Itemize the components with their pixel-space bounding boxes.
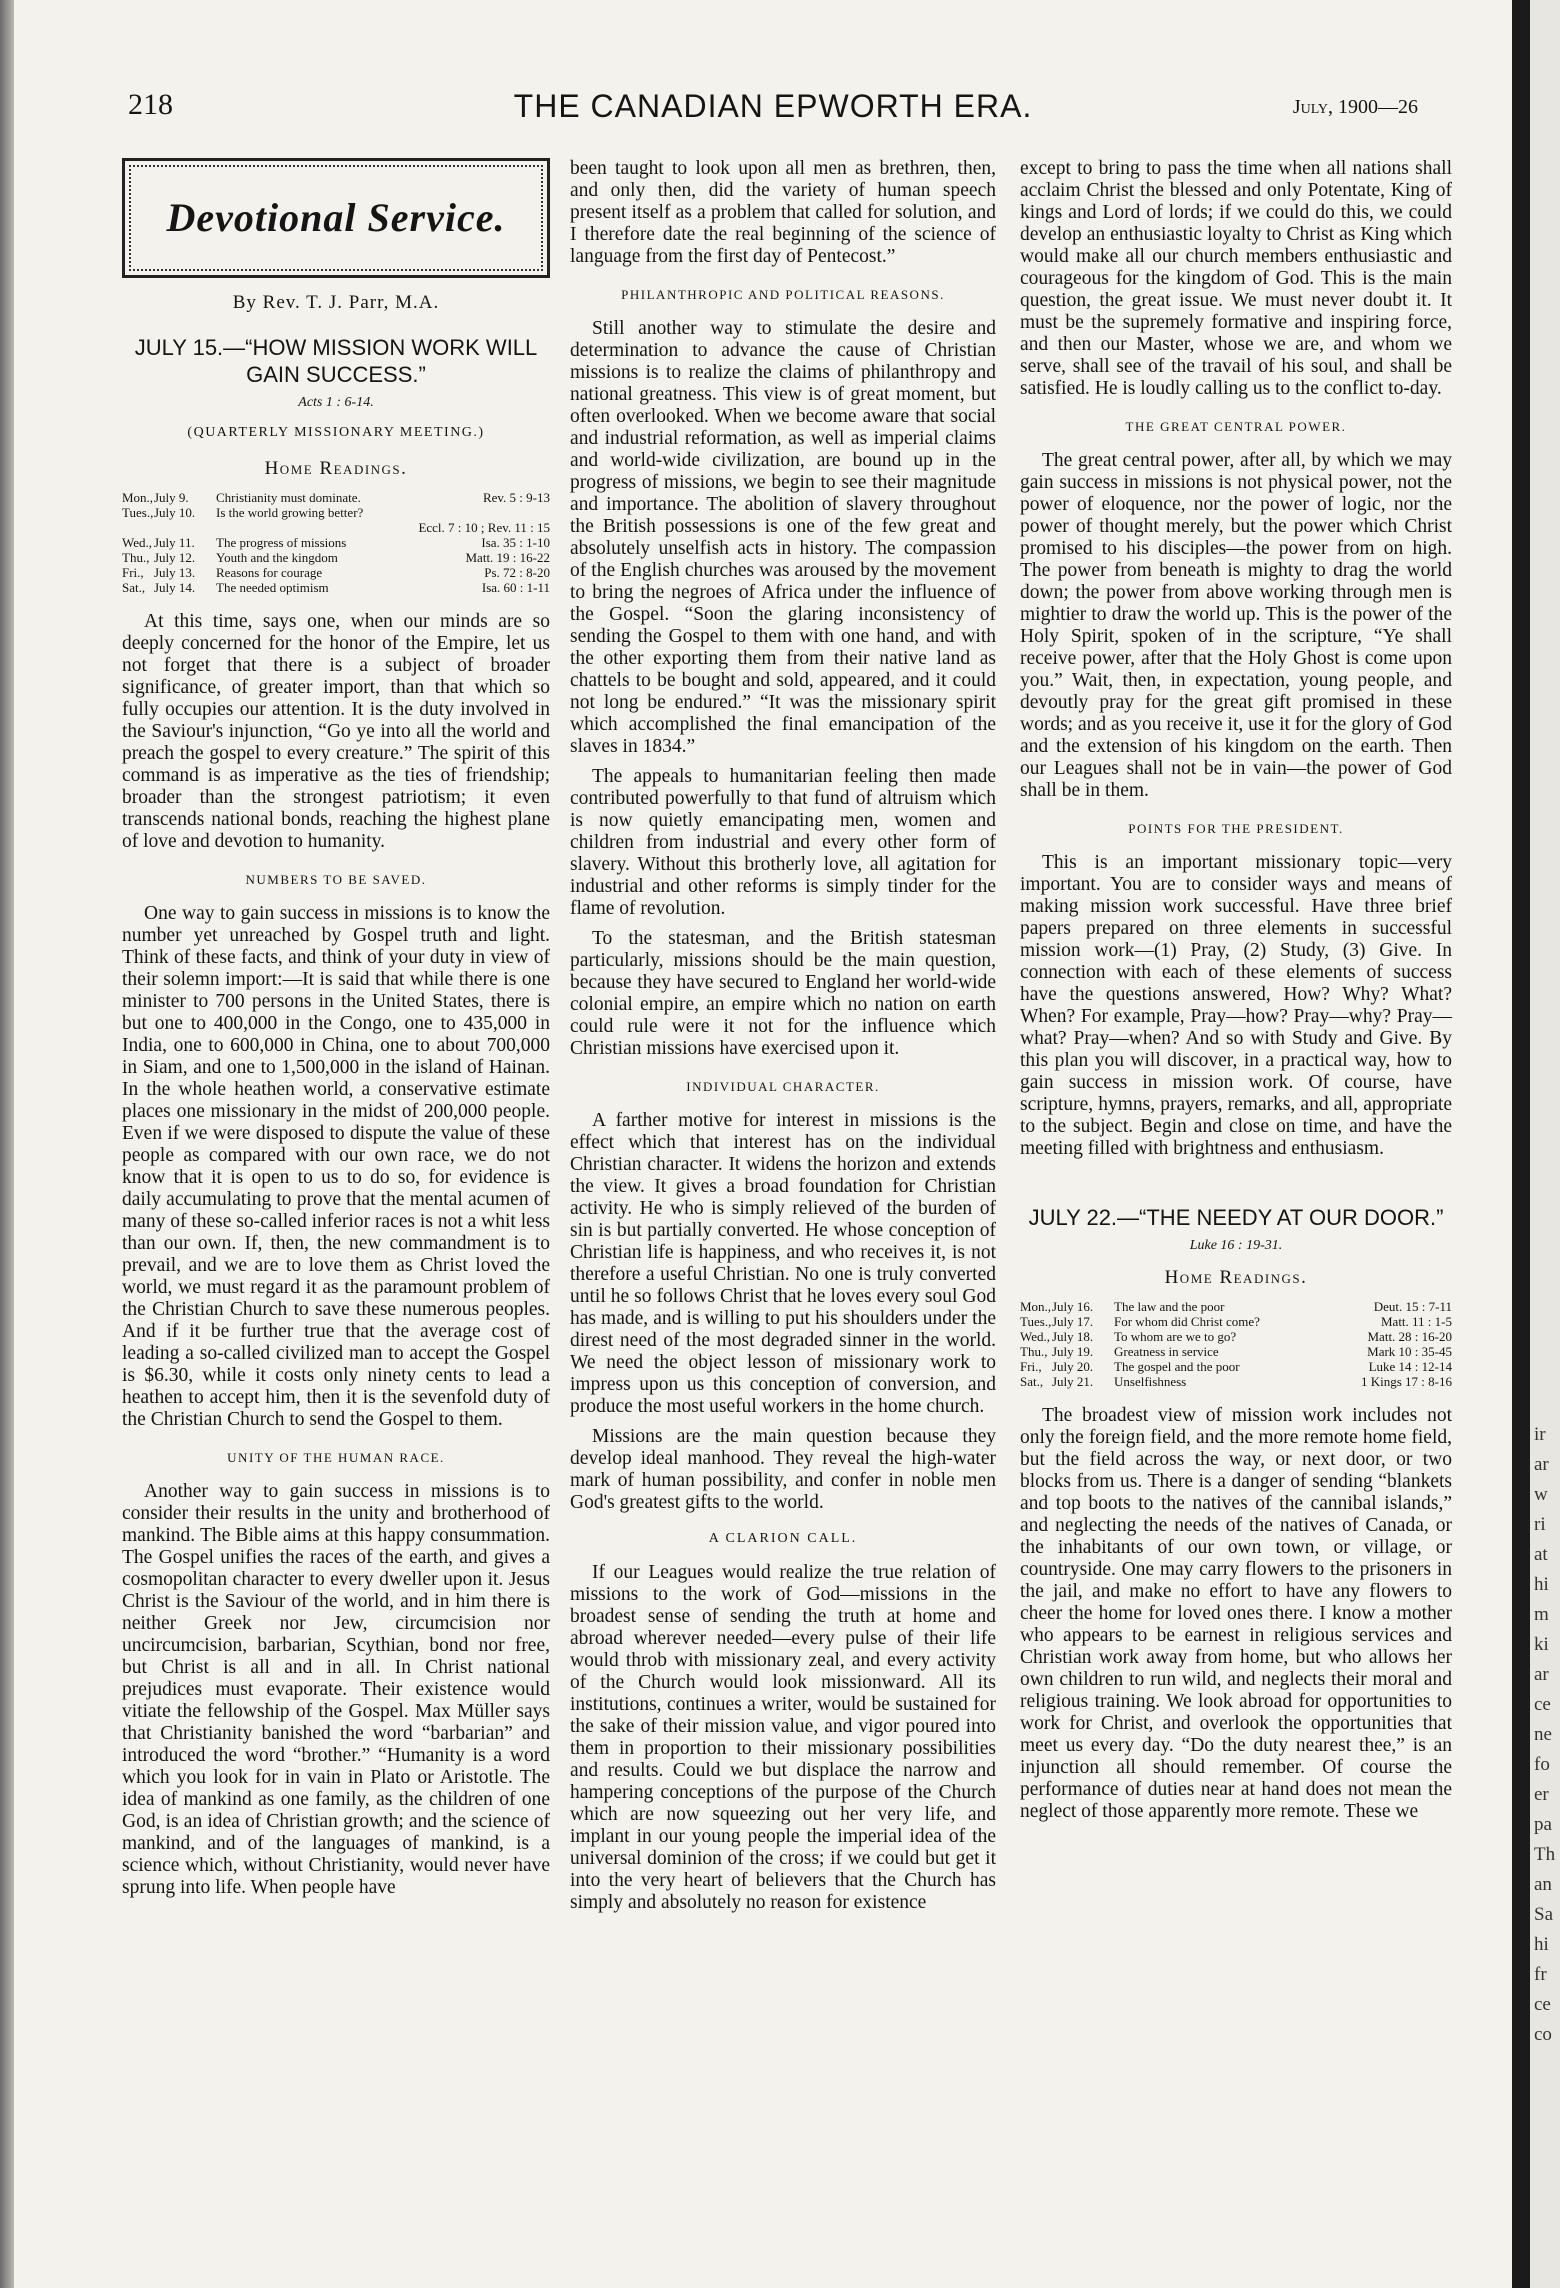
edge-fragment: w [1534, 1484, 1548, 1505]
philanthropic-paragraph: Still another way to stimulate the desire and determination to advance the cause of Christian missions is to realize the claims of philanthropy and national greatness. This view is of great moment, but often overlooked. When we become aware that social and industrial reformation, as well as imperial claims and world-wide civilization, are bound up in the progress of missions, we begin to see their magnitude and importance. The abolition of slavery throughout the British possessions is one of the few great and absolutely unselfish acts in history. The compassion of the English churches was aroused by the movement to bring the negroes of Africa under the influence of the Gospel. “Soon the glaring inconsistency of sending the Gospel to them with one hand, and with the other exporting them from their native land as chattels to be bought and sold, appeared, and it could not long be endured.” “It was the missionary spirit which accomplished the final emancipation of the slaves in 1834.” [570, 318, 996, 757]
facing-page-text-fragment [1534, 1420, 1560, 2050]
reading-row: Fri., July 13. Reasons for courage Ps. 72 : 8-20 [122, 565, 550, 580]
power-heading: THE GREAT CENTRAL POWER. [1125, 419, 1347, 434]
philanthropic-paragraph-3: To the statesman, and the British statesman particularly, missions should be the main question, because they have secured to England her world-wide colonial empire, an empire which no nation on earth could rule were it not for the influence which Christian missions have exercised upon it. [570, 928, 996, 1059]
president-heading: POINTS FOR THE PRESIDENT. [1128, 821, 1344, 836]
lesson-2-title: JULY 22.—“THE NEEDY AT OUR DOOR.” [1028, 1205, 1444, 1230]
lesson-1-reference: Acts 1 : 6-14. [298, 395, 374, 410]
edge-fragment: ri [1534, 1514, 1546, 1535]
philanthropic-paragraph-2: The appeals to humanitarian feeling then made contributed powerfully to that fund of altruism which is now quietly emancipating men, women and children from industrial and every other form of slavery. Without this brotherly love, all agitation for industrial and other reforms is simply tinder for the flame of revolution. [570, 766, 996, 919]
lesson-2-reference: Luke 16 : 19-31. [1189, 1238, 1283, 1253]
reading-row: Wed., July 11. The progress of missions Isa. 35 : 1-10 [122, 535, 550, 550]
power-paragraph: The great central power, after all, by which we may gain success in missions is not physical power, not the power of eloquence, nor the power of logic, nor the power of thought merely, but the power which Christ promised to his disciples—the power from on high. The power from beneath is mighty to drag the world down; the power from above working through men is mightier to draw the world up. This is the power of the Holy Spirit, spoken of in the scripture, “Ye shall receive power, after that the Holy Ghost is come upon you.” Wait, then, in expectation, young people, and devoutly pray for the great gift promised in these words; and as you receive it, use it for the glory of God and the extension of his kingdom on the earth. Then our Leagues shall not be in vain—the power of God shall be in them. [1020, 450, 1452, 801]
reading-row: Thu., July 19. Greatness in service Mark 10 : 35-45 [1020, 1344, 1452, 1359]
edge-fragment: ar [1534, 1664, 1549, 1685]
edge-fragment: co [1534, 2024, 1552, 2045]
individual-heading: INDIVIDUAL CHARACTER. [686, 1079, 880, 1094]
edge-fragment: fo [1534, 1754, 1550, 1775]
reading-row: Sat., July 21. Unselfishness 1 Kings 17 : 8-16 [1020, 1374, 1452, 1389]
home-readings-table-2 [1020, 1299, 1452, 1389]
edge-fragment: fr [1534, 1964, 1547, 1985]
edge-fragment: Th [1534, 1844, 1556, 1865]
home-readings-heading-2: Home Readings. [1164, 1267, 1308, 1288]
reading-row: Sat., July 14. The needed optimism Isa. 60 : 1-11 [122, 580, 550, 595]
clarion-heading: A CLARION CALL. [708, 1531, 858, 1546]
edge-fragment: at [1534, 1544, 1548, 1565]
home-readings-heading: Home Readings. [264, 458, 408, 479]
unity-heading: UNITY OF THE HUMAN RACE. [227, 1450, 445, 1465]
edge-fragment: ce [1534, 1694, 1551, 1715]
edge-fragment: ki [1534, 1634, 1549, 1655]
column-1 [122, 158, 550, 1907]
unity-paragraph: Another way to gain success in missions is to consider their results in the unity and brotherhood of mankind. The Bible aims at this happy consummation. The Gospel unifies the races of the earth, and gives a cosmopolitan character to every dweller upon it. Jesus Christ is the Saviour of the world, and in him there is neither Greek nor Jew, circumcision nor uncircumcision, barbarian, Scythian, bond nor free, but Christ is all and in all. In Christ national prejudices must evaporate. Their existence would vitiate the fellowship of the Gospel. Max Müller says that Christianity banished the word “barbarian” and introduced the word “brother.” “Humanity is a word which you look for in vain in Plato or Aristotle. The idea of mankind as one family, as the children of one God, is an idea of Christian growth; and the science of mankind, and of the languages of mankind, is a science which, without Christianity, would never have sprung into life. When people have [122, 1481, 550, 1898]
banner-title: Devotional Service. [166, 195, 506, 240]
clarion-paragraph-continued: except to bring to pass the time when all nations shall acclaim Christ the blessed and only Potentate, King of kings and Lord of lords; if we could do this, we could develop an enthusiastic loyalty to Christ as King which would make all our church members enthusiastic and courageous for the kingdom of God. This is the main question, the great issue. We must never doubt it. It must be the supremely formative and inspiring force, and then our Master, whose we are, and whom we serve, shall see of the travail of his soul, and shall be satisfied. He is loudly calling us to the conflict to-day. [1020, 158, 1452, 399]
edge-fragment: ar [1534, 1454, 1549, 1475]
reading-row: Tues., July 17. For whom did Christ come? Matt. 11 : 1-5 [1020, 1314, 1452, 1329]
edge-fragment: ne [1534, 1724, 1552, 1745]
individual-paragraph-2: Missions are the main question because they develop ideal manhood. They reveal the high-water mark of human possibility, and confer in noble men God's greatest gifts to the world. [570, 1426, 996, 1513]
edge-fragment: ce [1534, 1994, 1551, 2015]
reading-row: Thu., July 12. Youth and the kingdom Matt. 19 : 16-22 [122, 550, 550, 565]
clarion-paragraph: If our Leagues would realize the true relation of missions to the work of God—missions in the broadest sense of sending the truth at home and abroad wherever needed—every pulse of their life would throb with missionary zeal, and every activity of the Church would look missionward. All its institutions, continues a writer, would be sustained for the sake of their mission value, and vigor poured into them in proportion to their missionary possibilities and results. Could we but displace the narrow and hampering conceptions of the purpose of the Church which are now squeezing out her very life, and implant in our young people the imperial idea of the universal dominion of the cross; if we could but get it into the very heart of believers that the Church has simply and absolutely no reason for existence [570, 1562, 996, 1913]
issue-date: July, 1900—26 [1292, 96, 1418, 118]
lesson-1-title: JULY 15.—“HOW MISSION WORK WILL GAIN SUCCESS.” [134, 335, 538, 387]
banner-border [129, 165, 543, 271]
home-readings-table [122, 490, 550, 595]
reading-row: Mon., July 16. The law and the poor Deut. 15 : 7-11 [1020, 1299, 1452, 1314]
edge-fragment: ir [1534, 1424, 1546, 1445]
running-header [128, 88, 1418, 134]
president-paragraph: This is an important missionary topic—very important. You are to consider ways and means of making mission work successful. Have three brief papers prepared on three elements in successful mission work—(1) Pray, (2) Study, (3) Give. In connection with each of these elements of success have the questions answered, How? Why? What? When? For example, Pray—how? Pray—why? Pray—what? Pray—when? And so with Study and Give. By this plan you will discover, in a practical way, how to gain success in mission work. Of course, have scripture, hymns, prayers, remarks, and all, appropriate to the subject. Begin and close on time, and have the meeting filled with brightness and enthusiasm. [1020, 852, 1452, 1159]
page-number: 218 [128, 88, 173, 121]
numbers-paragraph: One way to gain success in missions is to know the number yet unreached by Gospel truth and light. Think of these facts, and think of your duty in view of their solemn import:—It is said that while there is one minister to 700 persons in the United States, there is but one to 400,000 in the Congo, one to 435,000 in India, one to 600,000 in China, one to about 700,000 in Siam, and one to 1,500,000 in the island of Hainan. In the whole heathen world, a conservative estimate places one missionary in the midst of 200,000 people. Even if we were disposed to dispute the value of these people as compared with our own race, we do not know that it is open to us to do so, for evidence is daily accumulating to prove that the mental acumen of many of these so-called inferior races is not a whit less than our own. If, then, the new commandment is to prevail, and we are to love them as Christ loved the world, we must regard it as the paramount problem of the Christian Church to save these numerous peoples. And if it be further true that the average cost of leading a so-called civilized man to accept the Gospel is $6.30, while it costs only ninety cents to lead a heathen to accept him, then it is the sevenfold duty of the Christian Church to send the Gospel to them. [122, 903, 550, 1430]
column-3 [1020, 158, 1452, 1831]
byline: By Rev. T. J. Parr, M.A. [232, 292, 440, 313]
reading-row: Fri., July 20. The gospel and the poor Luke 14 : 12-14 [1020, 1359, 1452, 1374]
reading-row: Wed., July 18. To whom are we to go? Matt. 28 : 16-20 [1020, 1329, 1452, 1344]
edge-fragment: Sa [1534, 1904, 1553, 1925]
edge-fragment: er [1534, 1784, 1549, 1805]
section-banner [122, 158, 550, 278]
unity-paragraph-continued: been taught to look upon all men as brethren, then, and only then, did the variety of human speech present itself as a problem that called for solution, and I therefore date the real beginning of the science of language from the first day of Pentecost.” [570, 158, 996, 267]
meeting-note: (QUARTERLY MISSIONARY MEETING.) [187, 425, 485, 440]
edge-fragment: pa [1534, 1814, 1552, 1835]
column-2 [570, 158, 996, 1922]
reading-row: Mon., July 9. Christianity must dominate. Rev. 5 : 9-13 [122, 490, 550, 505]
binding-shadow [0, 0, 14, 2288]
intro-paragraph: At this time, says one, when our minds are so deeply concerned for the honor of the Empire, let us not forget that there is a subject of broader significance, of greater import, than that which so fully occupies our attention. It is the duty involved in the Saviour's injunction, “Go ye into all the world and preach the gospel to every creature.” The spirit of this command is as imperative as the ties of friendship; broader than the strongest patriotism; it even transcends national bonds, reaching the highest plane of love and devotion to humanity. [122, 611, 550, 852]
needy-paragraph: The broadest view of mission work includes not only the foreign field, and the more remote home field, but the field across the way, or next door, or two blocks from us. There is a danger of sending “blankets and top boots to the natives of the cannibal islands,” and neglecting the needs of the natives of Canada, or the inhabitants of our own town, or village, or countryside. One may carry flowers to the prisoners in the jail, and make no effort to have any flowers to cheer the home for loved ones there. I know a mother who appears to be earnest in religious services and Christian work away from home, but who allows her own children to run wild, and neglects their moral and religious training. We look abroad for opportunities to work for Christ, and overlook the opportunities that meet us every day. “Do the duty nearest thee,” is an injunction all should remember. Of course the performance of duties near at hand does not mean the neglect of those apparently more remote. These we [1020, 1405, 1452, 1822]
edge-fragment: m [1534, 1604, 1549, 1625]
reading-row: Eccl. 7 : 10 ; Rev. 11 : 15 [418, 520, 550, 535]
edge-fragment: hi [1534, 1574, 1549, 1595]
philanthropic-heading: PHILANTHROPIC AND POLITICAL REASONS. [621, 287, 945, 302]
numbers-heading: NUMBERS TO BE SAVED. [245, 872, 427, 887]
individual-paragraph: A farther motive for interest in missions is the effect which that interest has on the individual Christian character. It widens the horizon and extends the view. It gives a broad foundation for Christian activity. He who is simply relieved of the burden of sin is but partially converted. He whose conception of Christian life is happiness, and who receives it, is not therefore a useful Christian. No one is truly converted until he so follows Christ that he loves every soul God has made, and is willing to put his shoulders under the direst need of the most degraded sinner in the world. We need the object lesson of missionary work to impress upon us this conception of conversion, and produce the most useful workers in the home church. [570, 1110, 996, 1417]
edge-fragment: an [1534, 1874, 1552, 1895]
reading-row: Tues., July 10. Is the world growing better? [122, 505, 364, 520]
spacer [1020, 1168, 1452, 1204]
journal-title: THE CANADIAN EPWORTH ERA. [513, 88, 1033, 124]
edge-fragment: hi [1534, 1934, 1549, 1955]
